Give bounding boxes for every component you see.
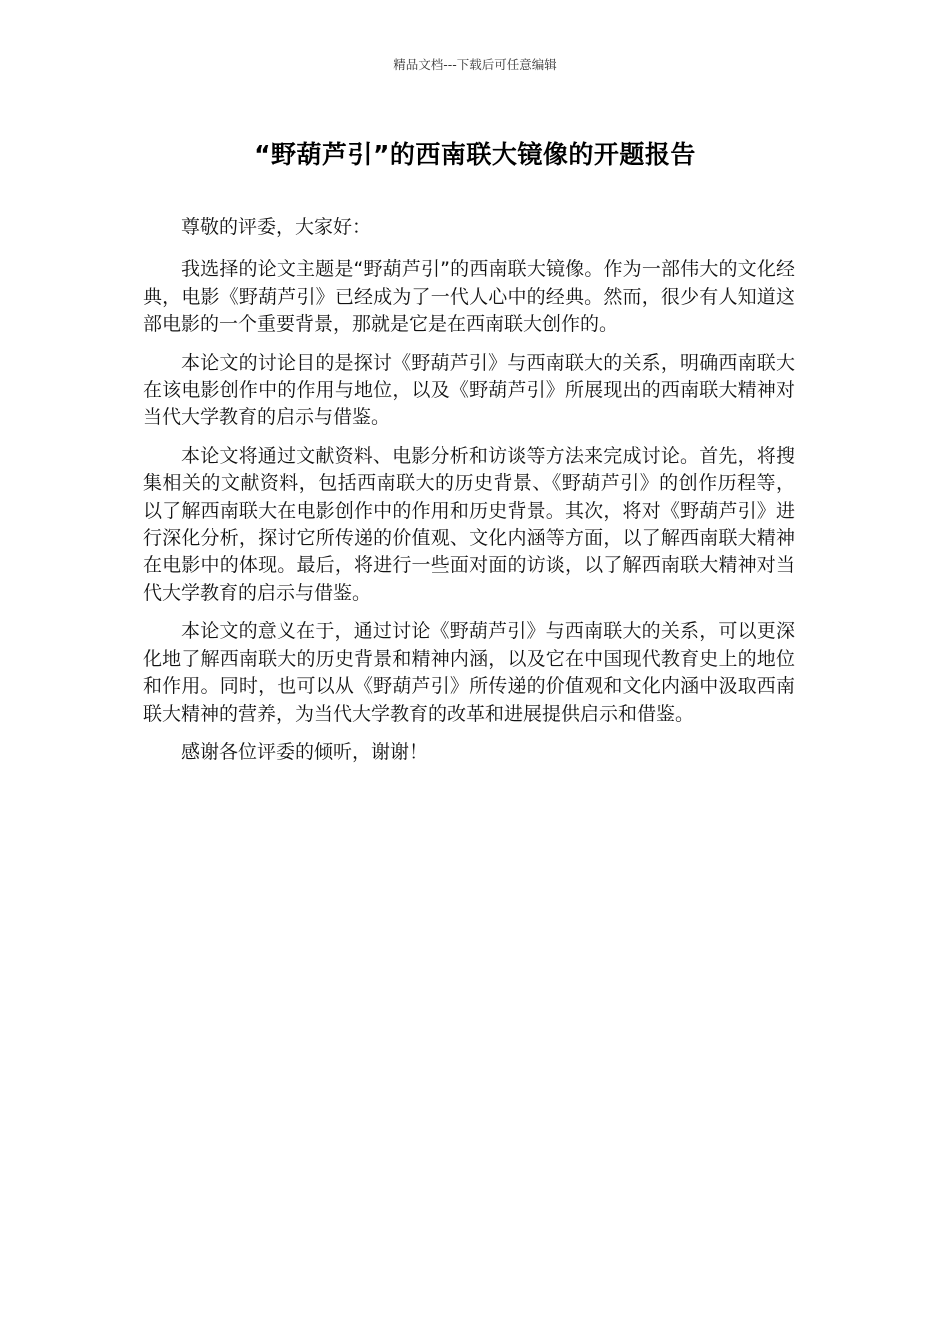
- document-title: “野葫芦引”的西南联大镜像的开题报告: [254, 140, 696, 169]
- page-header: 精品文档---下载后可任意编辑: [393, 57, 557, 72]
- closing-paragraph: 感谢各位评委的倾听，谢谢！: [181, 740, 429, 763]
- greeting-paragraph: 尊敬的评委，大家好：: [181, 216, 372, 238]
- body-paragraph-1: 我选择的论文主题是“野葫芦引”的西南联大镜像。作为一部伟大的文化经典，电影《野葫芦引》已经成为了一代人心中的经典。然而，很少有人知道这部电影的一个重要背景，那就是它是在西南联大创作的。: [143, 258, 795, 336]
- document-body: [143, 214, 795, 777]
- body-paragraph-2: 本论文的讨论目的是探讨《野葫芦引》与西南联大的关系，明确西南联大在该电影创作中的作用与地位，以及《野葫芦引》所展现出的西南联大精神对当代大学教育的启示与借鉴。: [143, 351, 795, 429]
- body-paragraph-3: 本论文将通过文献资料、电影分析和访谈等方法来完成讨论。首先，将搜集相关的文献资料，包括西南联大的历史背景、《野葫芦引》的创作历程等，以了解西南联大在电影创作中的作用和历史背景。其次，将对《野葫芦引》进行深化分析，探讨它所传递的价值观、文化内涵等方面，以了解西南联大精神在电影中的体现。最后，将进行一些面对面的访谈，以了解西南联大精神对当代大学教育的启示与借鉴。: [143, 444, 795, 604]
- body-paragraph-4: 本论文的意义在于，通过讨论《野葫芦引》与西南联大的关系，可以更深化地了解西南联大的历史背景和精神内涵，以及它在中国现代教育史上的地位和作用。同时，也可以从《野葫芦引》所传递的价值观和文化内涵中汲取西南联大精神的营养，为当代大学教育的改革和进展提供启示和借鉴。: [143, 620, 795, 725]
